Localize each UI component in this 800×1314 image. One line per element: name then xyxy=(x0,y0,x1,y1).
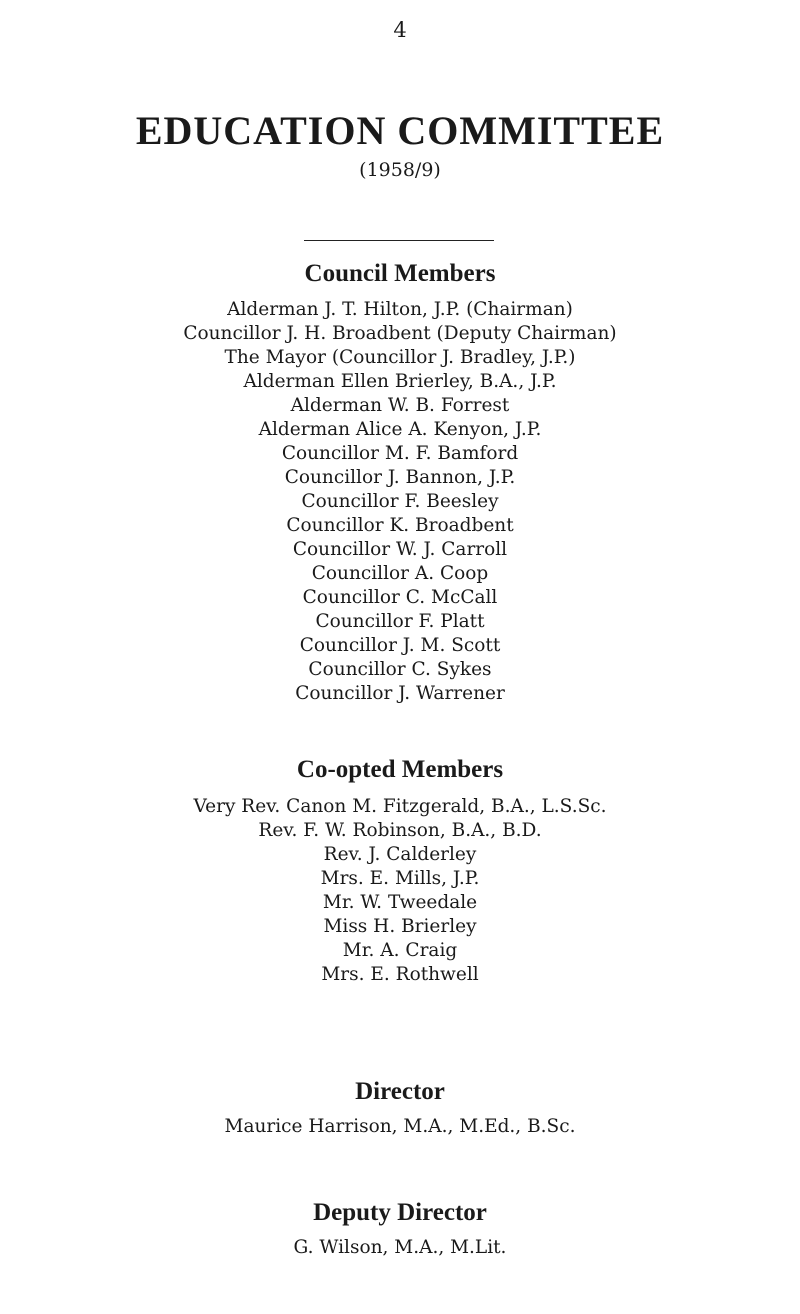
page-title: EDUCATION COMMITTEE xyxy=(135,108,665,153)
council-members-heading: Council Members xyxy=(304,260,496,287)
council-member: Councillor C. Sykes xyxy=(308,659,492,680)
coopted-member: Mrs. E. Mills, J.P. xyxy=(320,868,480,889)
deputy-director-name: G. Wilson, M.A., M.Lit. xyxy=(293,1237,507,1258)
coopted-member: Rev. F. W. Robinson, B.A., B.D. xyxy=(258,820,542,841)
council-member: Councillor K. Broadbent xyxy=(286,515,514,536)
council-member: Alderman Alice A. Kenyon, J.P. xyxy=(258,419,542,440)
council-member: Councillor F. Beesley xyxy=(301,491,499,512)
council-member: Councillor J. M. Scott xyxy=(299,635,501,656)
coopted-member: Rev. J. Calderley xyxy=(323,844,477,865)
director-name: Maurice Harrison, M.A., M.Ed., B.Sc. xyxy=(224,1116,576,1137)
coopted-member: Very Rev. Canon M. Fitzgerald, B.A., L.S.Sc. xyxy=(193,796,607,817)
council-member: Councillor J. Warrener xyxy=(295,683,505,704)
coopted-members-list xyxy=(0,795,800,987)
deputy-director-heading: Deputy Director xyxy=(313,1199,487,1226)
coopted-member: Mr. W. Tweedale xyxy=(322,892,478,913)
director-heading: Director xyxy=(355,1078,445,1105)
coopted-member: Mrs. E. Rothwell xyxy=(321,964,479,985)
council-member: Councillor F. Platt xyxy=(315,611,485,632)
council-member: Councillor W. J. Carroll xyxy=(292,539,508,560)
coopted-member: Miss H. Brierley xyxy=(323,916,477,937)
council-member: Councillor M. F. Bamford xyxy=(281,443,519,464)
council-member: Councillor J. H. Broadbent (Deputy Chairman) xyxy=(183,323,617,344)
council-member: The Mayor (Councillor J. Bradley, J.P.) xyxy=(224,347,576,368)
council-member: Councillor A. Coop xyxy=(311,563,489,584)
council-member: Alderman J. T. Hilton, J.P. (Chairman) xyxy=(227,299,573,320)
council-member: Councillor C. McCall xyxy=(302,587,498,608)
coopted-member: Mr. A. Craig xyxy=(342,940,458,961)
council-members-list xyxy=(0,298,800,706)
coopted-members-heading: Co-opted Members xyxy=(296,756,504,783)
council-member: Alderman Ellen Brierley, B.A., J.P. xyxy=(243,371,557,392)
page-number: 4 xyxy=(393,18,407,42)
divider-rule xyxy=(304,240,494,241)
page-subtitle: (1958/9) xyxy=(359,159,441,181)
council-member: Councillor J. Bannon, J.P. xyxy=(284,467,516,488)
council-member: Alderman W. B. Forrest xyxy=(290,395,510,416)
